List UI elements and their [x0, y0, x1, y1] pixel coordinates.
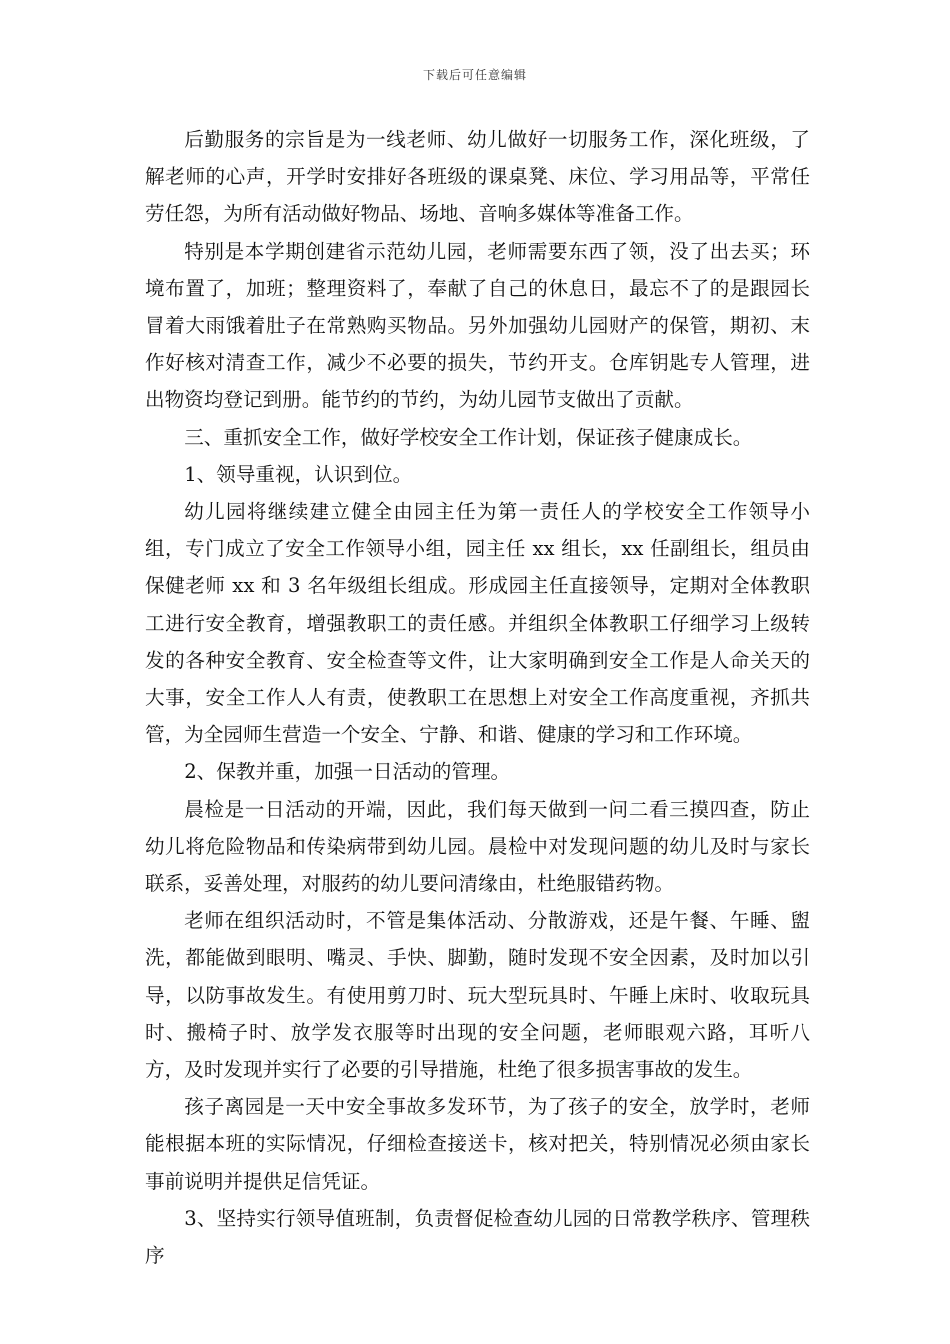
paragraph-morning-check: 晨检是一日活动的开端，因此，我们每天做到一问二看三摸四查，防止幼儿将危险物品和传染病带到幼儿园。晨检中对发现问题的幼儿及时与家长联系，妥善处理，对服药的幼儿要问清缘由，杜绝服错药物。	[145, 797, 810, 896]
subheading-daily-management: 2、保教并重，加强一日活动的管理。	[184, 760, 511, 784]
subheading-leadership: 1、领导重视，认识到位。	[184, 462, 413, 486]
paragraph-safety-group: 幼儿园将继续建立健全由园主任为第一责任人的学校安全工作领导小组，专门成立了安全工作领导小组，园主任 xx 组长，xx 任副组长，组员由保健老师 xx 和 3 名年级组长组成。形成园主任直接领导，定期对全体教职工进行安全教育，增强教职工的责任感。并组织全体教职工仔细学习上级转发的各种安全教育、安全检查等文件，让大家明确到安全工作是人命关天的大事，安全工作人人有责，使教职工在思想上对安全工作高度重视，齐抓共管，为全园师生营造一个安全、宁静、和谐、健康的学习和工作环境。	[145, 500, 810, 747]
paragraph-activity-safety: 老师在组织活动时，不管是集体活动、分散游戏，还是午餐、午睡、盥洗，都能做到眼明、嘴灵、手快、脚勤，随时发现不安全因素，及时加以引导，以防事故发生。有使用剪刀时、玩大型玩具时、午睡上床时、收取玩具时、搬椅子时、放学发衣服等时出现的安全问题，老师眼观六路，耳听八方，及时发现并实行了必要的引导措施，杜绝了很多损害事故的发生。	[145, 909, 810, 1082]
paragraph-logistics-demonstration: 特别是本学期创建省示范幼儿园，老师需要东西了领，没了出去买；环境布置了，加班；整理资料了，奉献了自己的休息日，最忘不了的是跟园长冒着大雨饿着肚子在常熟购买物品。另外加强幼儿园财产的保管，期初、末作好核对清查工作，减少不必要的损失，节约开支。仓库钥匙专人管理，进出物资均登记到册。能节约的节约，为幼儿园节支做出了贡献。	[145, 239, 810, 412]
paragraph-logistics-purpose: 后勤服务的宗旨是为一线老师、幼儿做好一切服务工作，深化班级，了解老师的心声，开学时安排好各班级的课桌凳、床位、学习用品等，平常任劳任怨，为所有活动做好物品、场地、音响多媒体等准备工作。	[145, 128, 810, 226]
section-heading-safety: 三、重抓安全工作，做好学校安全工作计划，保证孩子健康成长。	[184, 425, 753, 449]
page-header-note: 下载后可任意编辑	[422, 68, 527, 82]
paragraph-pickup-safety: 孩子离园是一天中安全事故多发环节，为了孩子的安全，放学时，老师能根据本班的实际情况，仔细检查接送卡，核对把关，特别情况必须由家长事前说明并提供足信凭证。	[145, 1095, 810, 1193]
paragraph-duty-system: 3、坚持实行领导值班制，负责督促检查幼儿园的日常教学秩序、管理秩序	[145, 1206, 810, 1268]
document-body	[145, 121, 810, 1274]
